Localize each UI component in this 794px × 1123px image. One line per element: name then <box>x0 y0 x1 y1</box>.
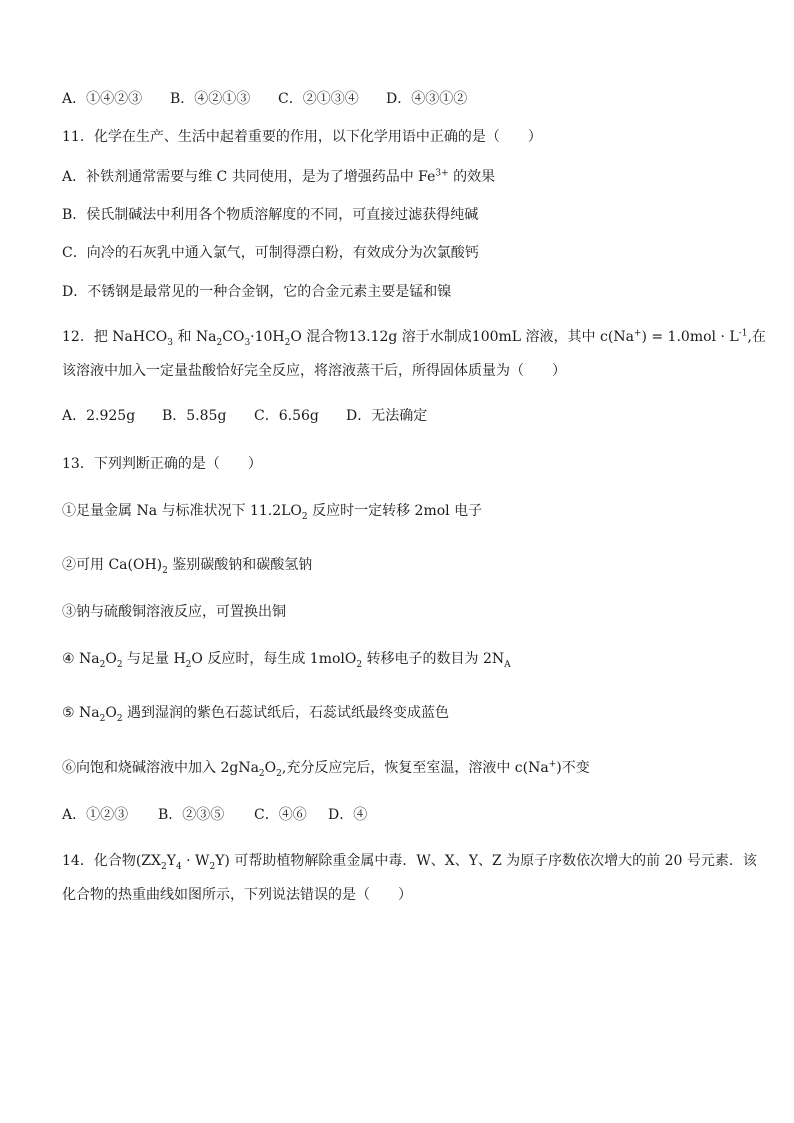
q14-stem-line1: 14．化合物$(ZX_2Y_4 \cdot W_2Y)$ 可帮助植物解除重金属中毒．W、X、Y、Z 为原子序数依次增大的前 20 号元素．该 <box>62 853 757 872</box>
q11-stem: 11．化学在生产、生活中起着重要的作用，以下化学用语中正确的是（ ） <box>62 129 542 145</box>
q12-option-a: A．2.925g <box>62 408 136 424</box>
q10-option-c: C．②①③④ <box>278 91 359 107</box>
q13-statement-5: ⑤ $Na_2O_2$ 遇到湿润的紫色石蕊试纸后，石蕊试纸最终变成蓝色 <box>62 705 450 724</box>
q13-statement-2: ②可用 $Ca(OH)_2$ 鉴别碳酸钠和碳酸氢钠 <box>62 557 313 576</box>
q13-statement-6: ⑥向饱和烧碱溶液中加入 $2gNa_2O_2$,充分反应完后，恢复至室温，溶液中 c(Na+)不变 <box>62 759 590 779</box>
q10-options <box>62 88 467 110</box>
q11-option-d: D．不锈钢是最常见的一种合金钢，它的合金元素主要是锰和镍 <box>62 284 452 300</box>
q13-statement-1: ①足量金属 Na 与标准状况下 $11.2LO_2$ 反应时一定转移 2mol 电子 <box>62 503 483 522</box>
q13-option-b: B．②③⑤ <box>158 807 225 823</box>
q12-options <box>62 405 427 427</box>
q13-option-d: D．④ <box>328 807 368 823</box>
q11-option-c: C．向冷的石灰乳中通入氯气，可制得漂白粉，有效成分为次氯酸钙 <box>62 245 479 261</box>
q11-option-a: A．补铁剂通常需要与维 C 共同使用，是为了增强药品中 $Fe^{3+}$ 的效果 <box>62 168 496 185</box>
q14-stem-line2: 化合物的热重曲线如图所示，下列说法错误的是（ ） <box>62 887 412 903</box>
q13-option-a: A．①②③ <box>62 807 129 823</box>
q13-options <box>62 804 367 826</box>
q13-statement-4: ④ $Na_2O_2$ 与足量 $H_2O$ 反应时，每生成 1molO$_2$ 转移电子的数目为 $2N_A$ <box>62 651 511 670</box>
q12-stem-line2: 该溶液中加入一定量盐酸恰好完全反应，将溶液蒸干后，所得固体质量为（ ） <box>62 363 566 379</box>
q13-statement-3: ③钠与硫酸铜溶液反应，可置换出铜 <box>62 604 286 620</box>
q13-option-c: C．④⑥ <box>254 807 307 823</box>
q10-option-a: A．①④②③ <box>62 91 143 107</box>
q12-option-d: D．无法确定 <box>346 408 428 424</box>
q10-option-b: B．④②①③ <box>170 91 251 107</box>
q11-option-b: B．侯氏制碱法中利用各个物质溶解度的不同，可直接过滤获得纯碱 <box>62 207 479 223</box>
q12-option-b: B．5.85g <box>162 408 227 424</box>
q13-stem: 13．下列判断正确的是（ ） <box>62 456 262 472</box>
q12-option-c: C．6.56g <box>254 408 319 424</box>
q12-stem-line1: 12．把 NaHCO$_3$ 和 $Na_2CO_3\cdot 10H_2O$ 混合物13.12g 溶于水制成100mL 溶液，其中 $c(Na^+) = 1.0mol \cdot L^{-1}$,在 <box>62 328 766 348</box>
q10-option-d: D．④③①② <box>386 91 468 107</box>
